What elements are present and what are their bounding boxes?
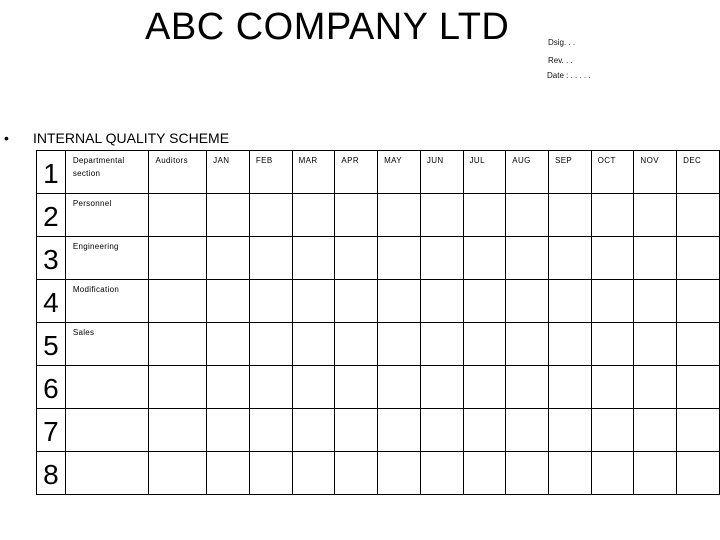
schedule-cell[interactable]: [634, 323, 677, 366]
schedule-cell[interactable]: [591, 452, 634, 495]
schedule-cell[interactable]: [378, 323, 421, 366]
schedule-cell[interactable]: [506, 237, 549, 280]
schedule-cell[interactable]: [335, 280, 378, 323]
month-header: JUL: [463, 151, 506, 194]
schedule-cell[interactable]: [506, 409, 549, 452]
design-label: Dsig. . .: [548, 38, 576, 47]
schedule-cell[interactable]: [506, 366, 549, 409]
schedule-cell[interactable]: [292, 194, 335, 237]
schedule-cell[interactable]: [420, 452, 463, 495]
month-header: JUN: [420, 151, 463, 194]
schedule-cell[interactable]: [548, 237, 591, 280]
row-number: 7: [37, 409, 66, 452]
schedule-cell[interactable]: [677, 409, 720, 452]
schedule-cell[interactable]: [420, 280, 463, 323]
schedule-cell[interactable]: [207, 366, 250, 409]
auditor-cell[interactable]: [149, 323, 207, 366]
bullet-marker: •: [4, 130, 9, 146]
date-label: Date : . . . . .: [547, 71, 591, 80]
schedule-cell[interactable]: [677, 323, 720, 366]
company-title: ABC COMPANY LTD: [145, 6, 510, 48]
schedule-cell[interactable]: [420, 194, 463, 237]
section-name: Sales: [65, 323, 149, 366]
schedule-cell[interactable]: [591, 194, 634, 237]
schedule-cell[interactable]: [463, 237, 506, 280]
auditor-cell[interactable]: [149, 194, 207, 237]
schedule-cell[interactable]: [463, 194, 506, 237]
schedule-cell[interactable]: [548, 452, 591, 495]
month-header: MAR: [292, 151, 335, 194]
table-row: [37, 452, 720, 495]
section-name: [65, 452, 149, 495]
schedule-cell[interactable]: [335, 194, 378, 237]
schedule-cell[interactable]: [548, 366, 591, 409]
schedule-cell[interactable]: [378, 452, 421, 495]
section-name: Departmental section: [65, 151, 149, 194]
row-number: 3: [37, 237, 66, 280]
schedule-cell[interactable]: [420, 237, 463, 280]
schedule-cell[interactable]: [292, 452, 335, 495]
schedule-cell[interactable]: [207, 409, 250, 452]
schedule-cell[interactable]: [420, 409, 463, 452]
schedule-cell[interactable]: [292, 409, 335, 452]
month-header: FEB: [249, 151, 292, 194]
schedule-cell[interactable]: [463, 452, 506, 495]
table-row: [37, 237, 720, 280]
auditor-cell[interactable]: [149, 366, 207, 409]
schedule-cell[interactable]: [207, 323, 250, 366]
schedule-cell[interactable]: [335, 323, 378, 366]
schedule-cell[interactable]: [249, 452, 292, 495]
schedule-cell[interactable]: [207, 237, 250, 280]
schedule-cell[interactable]: [249, 409, 292, 452]
schedule-cell[interactable]: [292, 323, 335, 366]
auditor-cell[interactable]: [149, 452, 207, 495]
schedule-cell[interactable]: [506, 194, 549, 237]
schedule-cell[interactable]: [591, 280, 634, 323]
month-header: MAY: [378, 151, 421, 194]
auditor-cell[interactable]: [149, 409, 207, 452]
schedule-cell[interactable]: [634, 409, 677, 452]
schedule-cell[interactable]: [591, 323, 634, 366]
schedule-cell[interactable]: [634, 452, 677, 495]
auditor-cell[interactable]: [149, 280, 207, 323]
schedule-cell[interactable]: [591, 366, 634, 409]
schedule-cell[interactable]: [677, 280, 720, 323]
month-header: APR: [335, 151, 378, 194]
schedule-cell[interactable]: [249, 237, 292, 280]
table-row: [37, 194, 720, 237]
schedule-cell[interactable]: [634, 237, 677, 280]
schedule-cell[interactable]: [548, 194, 591, 237]
schedule-cell[interactable]: [335, 409, 378, 452]
schedule-cell[interactable]: [207, 280, 250, 323]
month-header: NOV: [634, 151, 677, 194]
table-row: [37, 280, 720, 323]
schedule-cell[interactable]: [506, 323, 549, 366]
schedule-cell[interactable]: [249, 366, 292, 409]
schedule-cell[interactable]: [634, 194, 677, 237]
schedule-cell[interactable]: [548, 280, 591, 323]
schedule-cell[interactable]: [677, 237, 720, 280]
schedule-cell[interactable]: [420, 323, 463, 366]
schedule-cell[interactable]: [249, 323, 292, 366]
schedule-cell[interactable]: [292, 366, 335, 409]
section-name: Personnel: [65, 194, 149, 237]
schedule-cell[interactable]: [378, 194, 421, 237]
schedule-cell[interactable]: [207, 452, 250, 495]
section-name: Modification: [65, 280, 149, 323]
section-name: [65, 366, 149, 409]
schedule-cell[interactable]: [463, 323, 506, 366]
schedule-cell[interactable]: [677, 452, 720, 495]
schedule-cell[interactable]: [677, 194, 720, 237]
schedule-cell[interactable]: [335, 237, 378, 280]
month-header: JAN: [207, 151, 250, 194]
row-number: 6: [37, 366, 66, 409]
scheme-title: INTERNAL QUALITY SCHEME: [33, 130, 230, 146]
schedule-cell[interactable]: [548, 323, 591, 366]
schedule-cell[interactable]: [591, 409, 634, 452]
schedule-cell[interactable]: [506, 452, 549, 495]
table-row: [37, 409, 720, 452]
schedule-cell[interactable]: [292, 237, 335, 280]
schedule-cell[interactable]: [249, 280, 292, 323]
schedule-cell[interactable]: [463, 280, 506, 323]
schedule-cell[interactable]: [548, 409, 591, 452]
month-header: SEP: [548, 151, 591, 194]
table-row: [37, 366, 720, 409]
month-header: OCT: [591, 151, 634, 194]
schedule-cell[interactable]: [335, 366, 378, 409]
schedule-cell[interactable]: [378, 366, 421, 409]
schedule-cell[interactable]: [506, 280, 549, 323]
table-row: [37, 323, 720, 366]
schedule-cell[interactable]: [591, 237, 634, 280]
schedule-cell[interactable]: [420, 366, 463, 409]
row-number: 5: [37, 323, 66, 366]
row-number: 8: [37, 452, 66, 495]
row-number: 2: [37, 194, 66, 237]
audit-schedule-table: [36, 150, 720, 495]
schedule-cell[interactable]: [378, 409, 421, 452]
schedule-cell[interactable]: [463, 366, 506, 409]
month-header: DEC: [677, 151, 720, 194]
schedule-cell[interactable]: [292, 280, 335, 323]
section-name: Engineering: [65, 237, 149, 280]
schedule-cell[interactable]: [634, 366, 677, 409]
schedule-cell[interactable]: [207, 194, 250, 237]
schedule-cell[interactable]: [677, 366, 720, 409]
auditor-cell[interactable]: [149, 237, 207, 280]
section-name: [65, 409, 149, 452]
row-number: 4: [37, 280, 66, 323]
row-number: 1: [37, 151, 66, 194]
auditors-header: Auditors: [149, 151, 207, 194]
schedule-cell[interactable]: [378, 280, 421, 323]
schedule-cell[interactable]: [634, 280, 677, 323]
schedule-cell[interactable]: [249, 194, 292, 237]
schedule-cell[interactable]: [335, 452, 378, 495]
table-row: [37, 151, 720, 194]
schedule-cell[interactable]: [378, 237, 421, 280]
revision-label: Rev. . .: [548, 56, 573, 65]
schedule-cell[interactable]: [463, 409, 506, 452]
month-header: AUG: [506, 151, 549, 194]
